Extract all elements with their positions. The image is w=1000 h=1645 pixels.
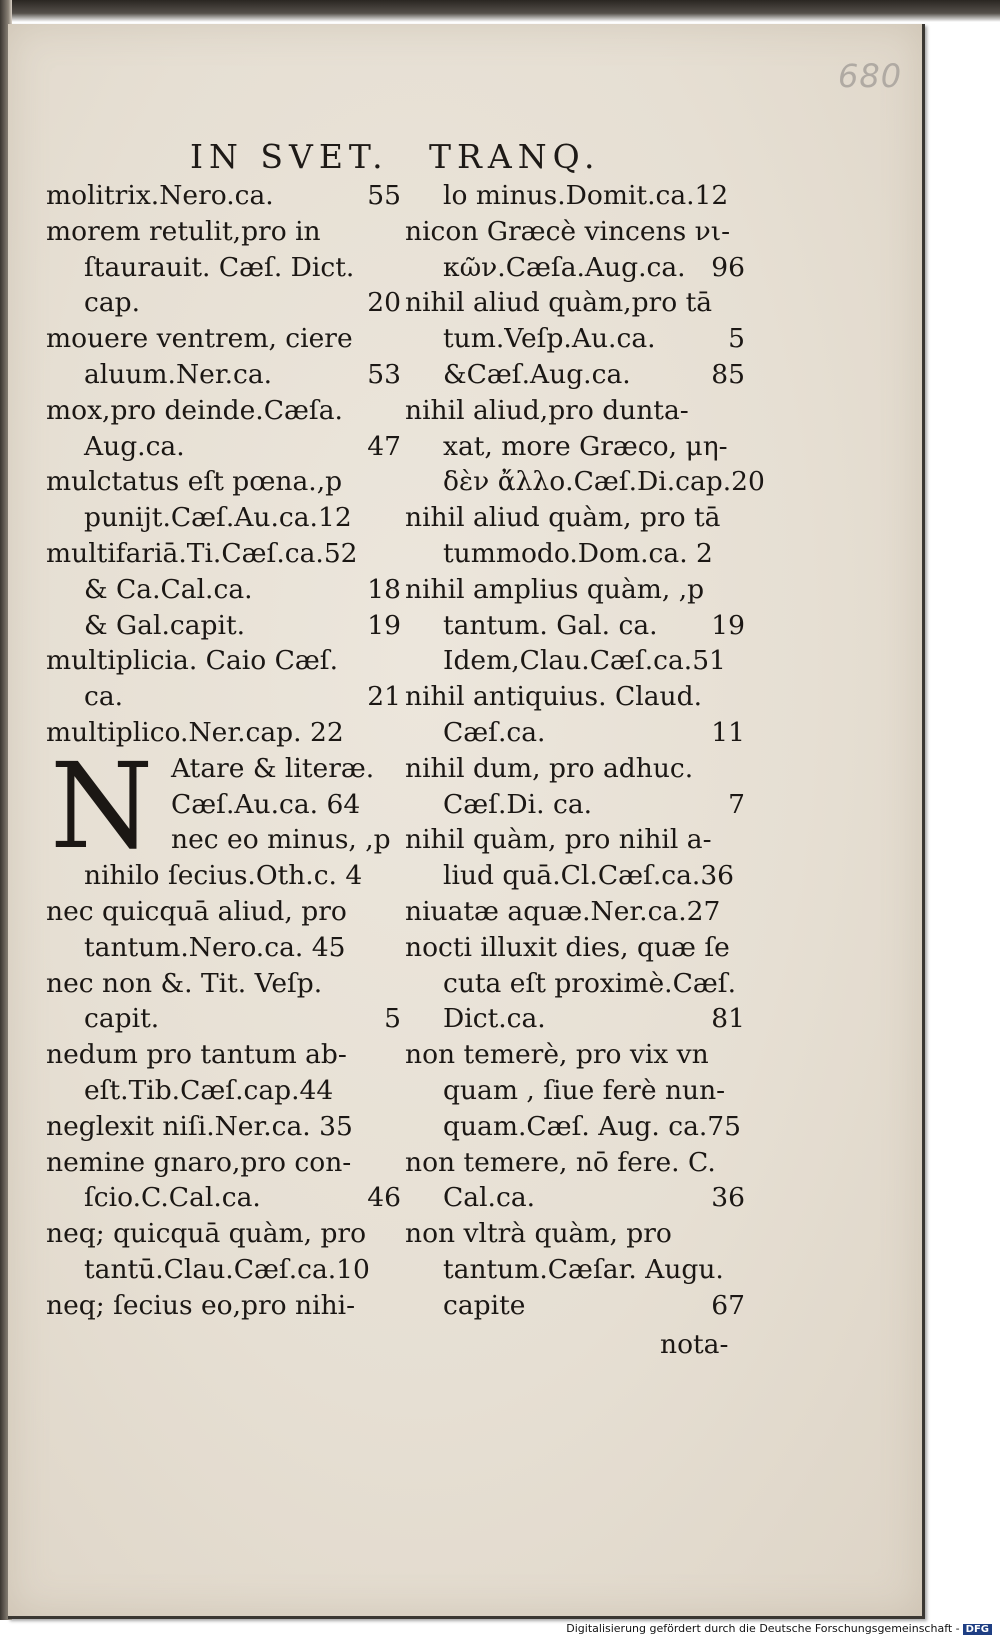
index-entry-line bbox=[405, 858, 745, 894]
index-entry-line bbox=[405, 930, 745, 966]
index-entry-line bbox=[405, 822, 745, 858]
index-entry-text: non temere, nō fere. C. bbox=[405, 1146, 716, 1178]
index-entry-line bbox=[46, 572, 401, 608]
index-entry-text: nedum pro tantum ab- bbox=[46, 1039, 347, 1071]
index-entry-line bbox=[405, 1145, 745, 1181]
chapter-number: 7 bbox=[728, 788, 745, 820]
index-entry-text: multifariā.Ti.Cæſ.ca.52 bbox=[46, 537, 358, 569]
index-entry-line bbox=[46, 1216, 401, 1252]
index-entry-text: nihil aliud quàm,pro tā bbox=[405, 287, 713, 319]
index-entry-line bbox=[405, 178, 745, 214]
chapter-number: 81 bbox=[711, 1003, 745, 1035]
chapter-number: 46 bbox=[367, 1182, 401, 1214]
index-entry-text: Dict.ca. bbox=[443, 1003, 546, 1035]
index-entry-text: nocti illuxit dies, quæ ſe bbox=[405, 931, 730, 963]
index-entry-line bbox=[46, 250, 401, 286]
index-entry-text: morem retulit,pro in bbox=[46, 215, 321, 247]
index-entry-line bbox=[46, 464, 401, 500]
index-entry-line bbox=[405, 536, 745, 572]
index-entry-text: lo minus.Domit.ca.12 bbox=[443, 180, 729, 211]
index-entry-line bbox=[46, 500, 401, 536]
catchword: nota- bbox=[660, 1329, 729, 1360]
index-entry-text: nihilo ſecius.Oth.c. 4 bbox=[84, 860, 363, 892]
index-entry-line bbox=[405, 285, 745, 321]
chapter-number: 96 bbox=[711, 251, 745, 283]
index-entry-line bbox=[46, 1145, 401, 1181]
chapter-number: 36 bbox=[711, 1182, 745, 1214]
book-page bbox=[8, 24, 925, 1619]
index-entry-line bbox=[405, 679, 745, 715]
index-entry-line bbox=[405, 250, 745, 286]
chapter-number: 11 bbox=[711, 716, 745, 748]
index-entry-line bbox=[405, 1252, 745, 1288]
index-entry-text: nec non &. Tit. Veſp. bbox=[46, 967, 323, 999]
index-entry-text: mouere ventrem, ciere bbox=[46, 323, 353, 355]
index-column-right bbox=[405, 178, 765, 1324]
chapter-number: 67 bbox=[711, 1289, 745, 1321]
index-entry-text: Aug.ca. bbox=[84, 430, 185, 462]
index-entry-text: neq; ſecius eo,pro nihi- bbox=[46, 1289, 356, 1321]
index-entry-line bbox=[46, 1180, 401, 1216]
index-entry-text: nicon Græcè vincens νι- bbox=[405, 215, 731, 247]
dfg-logo: DFG bbox=[963, 1624, 992, 1635]
index-entry-text: & Gal.capit. bbox=[84, 609, 246, 641]
index-entry-line bbox=[405, 1073, 745, 1109]
index-entry-line bbox=[405, 715, 745, 751]
index-entry-line bbox=[405, 1001, 745, 1037]
index-entry-text: quam , ſiue ferè nun- bbox=[443, 1074, 726, 1106]
index-entry-line bbox=[405, 572, 745, 608]
index-entry-text: tantum.Cæſar. Augu. bbox=[443, 1253, 724, 1285]
index-entry-text: nec quicquā aliud, pro bbox=[46, 895, 347, 927]
index-entry-line bbox=[405, 500, 745, 536]
index-entry-line bbox=[405, 787, 745, 823]
index-entry-text: aluum.Ner.ca. bbox=[84, 358, 273, 390]
index-entry-text: capite bbox=[443, 1289, 526, 1321]
index-entry-text: punijt.Cæſ.Au.ca.12 bbox=[84, 502, 352, 534]
index-entry-text: δὲν ἄλλο.Cæſ.Di.cap.20 bbox=[443, 466, 765, 498]
index-entry-text: tantum. Gal. ca. bbox=[443, 609, 658, 641]
index-entry-text: cap. bbox=[84, 287, 141, 319]
index-entry-line bbox=[46, 357, 401, 393]
index-entry-line bbox=[46, 178, 401, 214]
index-entry-line bbox=[46, 679, 401, 715]
index-entry-text: neq; quicquā quàm, pro bbox=[46, 1218, 367, 1250]
index-entry-text: κῶν.Cæſa.Aug.ca. bbox=[443, 251, 686, 283]
index-entry-line bbox=[405, 321, 745, 357]
chapter-number: 19 bbox=[367, 609, 401, 641]
index-entry-line bbox=[46, 1288, 401, 1324]
chapter-number: 5 bbox=[728, 323, 745, 355]
running-head-right: TRANQ. bbox=[429, 137, 601, 176]
index-entry-text: nihil quàm, pro nihil a- bbox=[405, 824, 712, 856]
index-entry-text: tantū.Clau.Cæſ.ca.10 bbox=[84, 1253, 370, 1285]
index-entry-text: cuta eſt proximè.Cæſ. bbox=[443, 967, 737, 999]
index-entry-line bbox=[46, 536, 401, 572]
chapter-number: 18 bbox=[367, 573, 401, 605]
index-entry-line bbox=[46, 608, 401, 644]
index-entry-text: &Cæſ.Aug.ca. bbox=[443, 358, 631, 390]
index-entry-text: Cæſ.ca. bbox=[443, 716, 546, 748]
index-entry-text: nihil antiquius. Claud. bbox=[405, 681, 702, 713]
index-entry-text: ca. bbox=[84, 681, 124, 713]
index-entry-line bbox=[46, 1109, 401, 1145]
index-entry-text: nihil dum, pro adhuc. bbox=[405, 752, 694, 784]
index-entry-line bbox=[405, 966, 745, 1002]
chapter-number: 85 bbox=[711, 358, 745, 390]
index-entry-line bbox=[405, 1180, 745, 1216]
index-entry-line bbox=[405, 393, 745, 429]
running-head-left: IN SVET. bbox=[190, 137, 389, 176]
folio-number: 680 bbox=[838, 57, 903, 95]
index-entry-text: multiplicia. Caio Cæſ. bbox=[46, 645, 339, 677]
index-entry-text: multiplico.Ner.cap. 22 bbox=[46, 716, 344, 748]
index-entry-text: nec eo minus, ,p bbox=[171, 824, 391, 856]
index-entry-line bbox=[46, 214, 401, 250]
index-entry-line bbox=[405, 643, 745, 679]
index-entry-text: nihil amplius quàm, ,p bbox=[405, 573, 705, 605]
index-entry-line bbox=[46, 643, 401, 679]
index-entry-text: neglexit niſi.Ner.ca. 35 bbox=[46, 1110, 353, 1142]
index-entry-line bbox=[405, 357, 745, 393]
index-entry-line bbox=[46, 966, 401, 1002]
index-entry-text: Cal.ca. bbox=[443, 1182, 536, 1214]
index-entry-text: tum.Veſp.Au.ca. bbox=[443, 323, 656, 355]
index-entry-line bbox=[405, 608, 745, 644]
chapter-number: 20 bbox=[367, 287, 401, 319]
index-entry-line bbox=[405, 1216, 745, 1252]
index-entry-line bbox=[405, 1037, 745, 1073]
index-entry-text: Idem,Clau.Cæſ.ca.51 bbox=[443, 645, 726, 677]
index-entry-text: non vltrà quàm, pro bbox=[405, 1218, 672, 1250]
index-entry-text: mox,pro deinde.Cæſa. bbox=[46, 394, 343, 426]
index-entry-text: Atare & literæ. bbox=[171, 752, 375, 784]
index-entry-text: Cæſ.Au.ca. 64 bbox=[171, 788, 361, 820]
index-entry-text: eſt.Tib.Cæſ.cap.44 bbox=[84, 1074, 334, 1106]
index-entry-line bbox=[405, 751, 745, 787]
index-entry-line bbox=[46, 321, 401, 357]
index-entry-line bbox=[405, 1288, 745, 1324]
index-entry-text: nemine gnaro,pro con- bbox=[46, 1146, 352, 1178]
index-entry-line bbox=[405, 214, 745, 250]
chapter-number: 55 bbox=[367, 180, 401, 211]
index-entry-text: capit. bbox=[84, 1003, 160, 1035]
index-entry-text: tantum.Nero.ca. 45 bbox=[84, 931, 346, 963]
scan-edge-top bbox=[0, 0, 1000, 22]
index-entry-text: nihil aliud,pro dunta- bbox=[405, 394, 689, 426]
index-entry-text: molitrix.Nero.ca. bbox=[46, 180, 274, 211]
chapter-number: 19 bbox=[711, 609, 745, 641]
index-entry-line bbox=[46, 894, 401, 930]
index-entry-text: quam.Cæſ. Aug. ca.75 bbox=[443, 1110, 742, 1142]
index-entry-line bbox=[46, 1252, 401, 1288]
index-entry-line bbox=[46, 930, 401, 966]
index-entry-line bbox=[46, 1073, 401, 1109]
index-entry-text: niuatæ aquæ.Ner.ca.27 bbox=[405, 895, 721, 927]
index-entry-text: & Ca.Cal.ca. bbox=[84, 573, 253, 605]
index-entry-text: nihil aliud quàm, pro tā bbox=[405, 502, 721, 534]
index-entry-line bbox=[405, 429, 745, 465]
index-entry-text: ſtaurauit. Cæſ. Dict. bbox=[84, 251, 355, 283]
index-entry-line bbox=[46, 285, 401, 321]
index-entry-line bbox=[405, 894, 745, 930]
index-entry-line bbox=[46, 1001, 401, 1037]
index-entry-text: non temerè, pro vix vn bbox=[405, 1039, 709, 1071]
index-entry-text: liud quā.Cl.Cæſ.ca.36 bbox=[443, 860, 735, 892]
index-entry-line bbox=[46, 393, 401, 429]
index-entry-text: tummodo.Dom.ca. 2 bbox=[443, 537, 713, 569]
index-entry-line bbox=[405, 464, 765, 500]
index-entry-line bbox=[46, 1037, 401, 1073]
digitization-footer bbox=[0, 1622, 992, 1635]
chapter-number: 47 bbox=[367, 430, 401, 462]
index-entry-text: xat, more Græco, μη- bbox=[443, 430, 728, 462]
decorated-initial: N bbox=[50, 737, 154, 875]
chapter-number: 53 bbox=[367, 358, 401, 390]
footer-text: Digitalisierung gefördert durch die Deutsche Forschungsgemeinschaft - bbox=[566, 1622, 960, 1635]
chapter-number: 5 bbox=[384, 1003, 401, 1035]
index-entry-line bbox=[46, 429, 401, 465]
index-entry-line bbox=[405, 1109, 745, 1145]
chapter-number: 21 bbox=[367, 681, 401, 713]
index-entry-text: Cæſ.Di. ca. bbox=[443, 788, 593, 820]
index-entry-text: mulctatus eſt pœna.,p bbox=[46, 466, 343, 498]
index-entry-text: ſcio.C.Cal.ca. bbox=[84, 1182, 261, 1214]
